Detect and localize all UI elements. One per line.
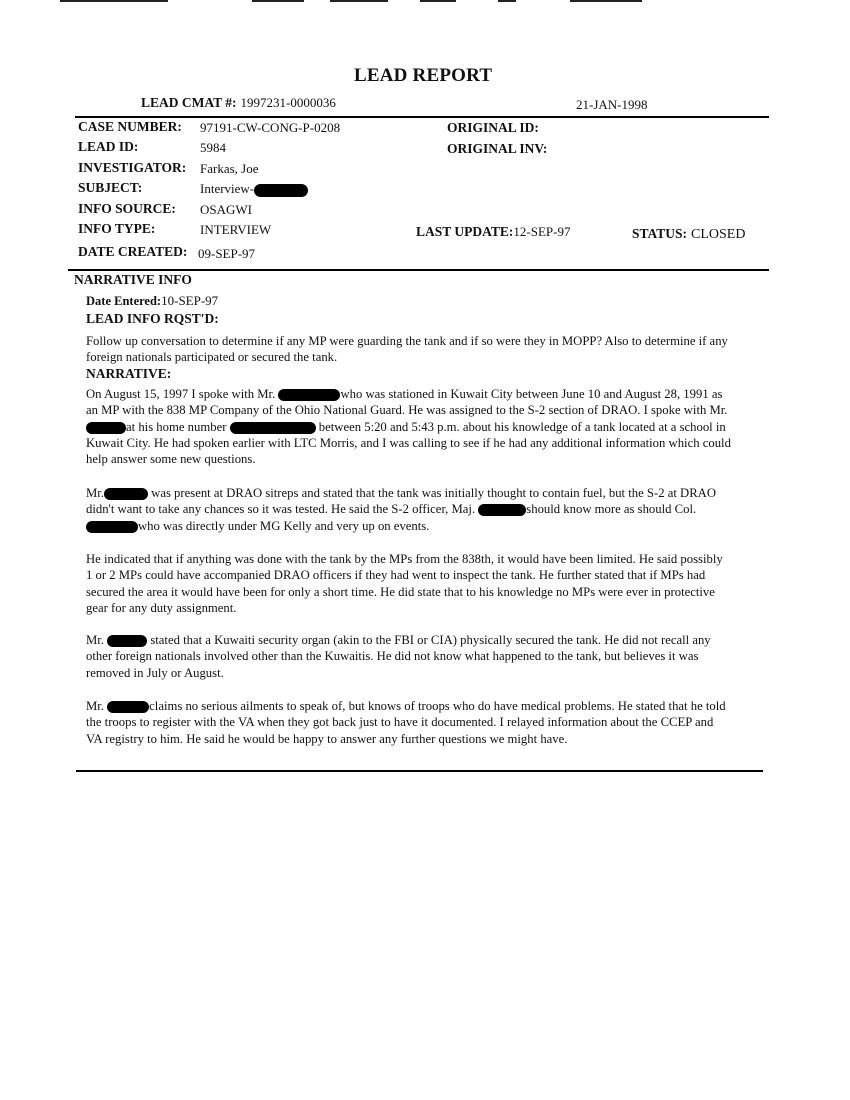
- p2-part-b: was present at DRAO sitreps and stated that the tank was initially thought to contain fuel, but the S-2 at DRAO didn't want to take any chances so it was tested. He said the S-2 officer, Maj.: [86, 486, 716, 517]
- redaction-mark: [86, 422, 126, 434]
- lead-info-label: LEAD INFO RQST'D:: [86, 311, 219, 326]
- subject-label: SUBJECT:: [78, 180, 143, 195]
- lead-id-label: LEAD ID:: [78, 139, 139, 154]
- p3-text: He indicated that if anything was done with the tank by the MPs from the 838th, it would have been limited. He said possibly 1 or 2 MPs could have accompanied DRAO officers if they had went to inspect the tank. He further stated that if MPs had secured the area it would have been for only a short time. He did state that to his knowledge no MPs were ever in protective gear for any duty assignment.: [86, 552, 723, 615]
- cmat-label: LEAD CMAT #:: [141, 95, 237, 110]
- narrative-paragraph-3: [86, 551, 731, 616]
- fields-rule: [68, 269, 769, 271]
- redaction-mark: [478, 504, 526, 516]
- case-number-label: CASE NUMBER:: [78, 119, 182, 134]
- redaction-mark: [86, 521, 138, 533]
- date-entered: [86, 292, 218, 310]
- p2-part-a: Mr.: [86, 486, 104, 500]
- p5-part-a: Mr.: [86, 699, 104, 713]
- redaction-mark: [230, 422, 316, 434]
- date-created-value: 09-SEP-97: [198, 246, 256, 261]
- p5-part-b: claims no serious ailments to speak of, but knows of troops who do have medical problems. He stated that he told the troops to register with the VA when they got back just to have it documented. I relayed information about the CCEP and VA registry to him. He said he would be happy to answer any further questions we might have.: [86, 699, 726, 746]
- request-text-block: [86, 333, 731, 366]
- status: [632, 225, 745, 243]
- scan-artifact: [252, 0, 304, 2]
- request-text: Follow up conversation to determine if any MP were guarding the tank and if so were they in MOPP? Also to determine if any foreign nationals participated or secured the tank.: [86, 334, 728, 365]
- p2-part-d: who was directly under MG Kelly and very up on events.: [138, 518, 430, 533]
- subject-text: Interview-: [200, 181, 255, 196]
- header-rule: [75, 116, 769, 118]
- scan-artifact: [60, 0, 168, 2]
- narrative-paragraph-5: [86, 698, 731, 747]
- scan-artifact: [570, 0, 642, 2]
- report-date: 21-JAN-1998: [576, 97, 648, 112]
- status-label: STATUS:: [632, 226, 688, 241]
- scan-artifact: [420, 0, 456, 2]
- subject-value: [200, 181, 308, 197]
- last-update-value: 12-SEP-97: [513, 224, 571, 239]
- date-entered-value: 10-SEP-97: [161, 293, 219, 308]
- last-update-label: LAST UPDATE:: [416, 224, 514, 239]
- status-value: CLOSED: [691, 227, 746, 242]
- lead-id-value: 5984: [200, 140, 226, 155]
- p4-part-b: stated that a Kuwaiti security organ (akin to the FBI or CIA) physically secured the tank. He did not recall any other foreign nationals involved other than the Kuwaitis. He did not know what happened to the tank, but believes it was removed in July or August.: [86, 633, 711, 680]
- case-number-value: 97191-CW-CONG-P-0208: [200, 120, 341, 135]
- info-type-label: INFO TYPE:: [78, 221, 156, 236]
- p1-part-c: at his home number: [126, 419, 227, 434]
- date-entered-label: Date Entered:: [86, 294, 162, 308]
- investigator-label: INVESTIGATOR:: [78, 160, 187, 175]
- redaction-mark: [104, 488, 148, 500]
- p4-part-a: Mr.: [86, 633, 104, 647]
- info-source-value: OSAGWI: [200, 202, 252, 217]
- p1-part-d: between 5:20 and 5:43 p.m. about his knowledge of a tank located at a school in Kuwait City. He had spoken earlier with LTC Morris, and I was calling to see if he had any additional information which could help answer some new questions.: [86, 419, 731, 467]
- footer-rule: [76, 770, 763, 772]
- scan-artifact: [330, 0, 388, 2]
- narrative-paragraph-4: [86, 632, 731, 681]
- page-title: LEAD REPORT: [354, 65, 493, 86]
- info-source-label: INFO SOURCE:: [78, 201, 176, 216]
- last-update: [416, 223, 570, 241]
- redaction-mark: [107, 635, 147, 647]
- narrative-label: NARRATIVE:: [86, 366, 172, 381]
- narrative-paragraph-1: [86, 386, 731, 467]
- cmat-line: [141, 94, 336, 112]
- date-created-label: DATE CREATED:: [78, 244, 188, 259]
- narrative-paragraph-2: [86, 485, 731, 534]
- narrative-info-heading: NARRATIVE INFO: [74, 272, 192, 287]
- redaction-mark: [107, 701, 149, 713]
- p1-part-b: who was stationed in Kuwait City between June 10 and August 28, 1991 as an MP with the 838 MP Company of the Ohio National Guard. He was assigned to the S-2 section of DRAO. I spoke with Mr.: [86, 387, 728, 418]
- info-type-value: INTERVIEW: [200, 222, 272, 237]
- redaction-mark: [278, 389, 340, 401]
- redaction-mark: [254, 184, 308, 197]
- p2-part-c: should know more as should Col.: [526, 502, 697, 517]
- original-inv-label: ORIGINAL INV:: [447, 141, 548, 156]
- original-id-label: ORIGINAL ID:: [447, 120, 539, 135]
- scan-artifact: [498, 0, 516, 2]
- investigator-value: Farkas, Joe: [200, 161, 259, 176]
- cmat-value: 1997231-0000036: [240, 95, 336, 110]
- p1-part-a: On August 15, 1997 I spoke with Mr.: [86, 387, 276, 401]
